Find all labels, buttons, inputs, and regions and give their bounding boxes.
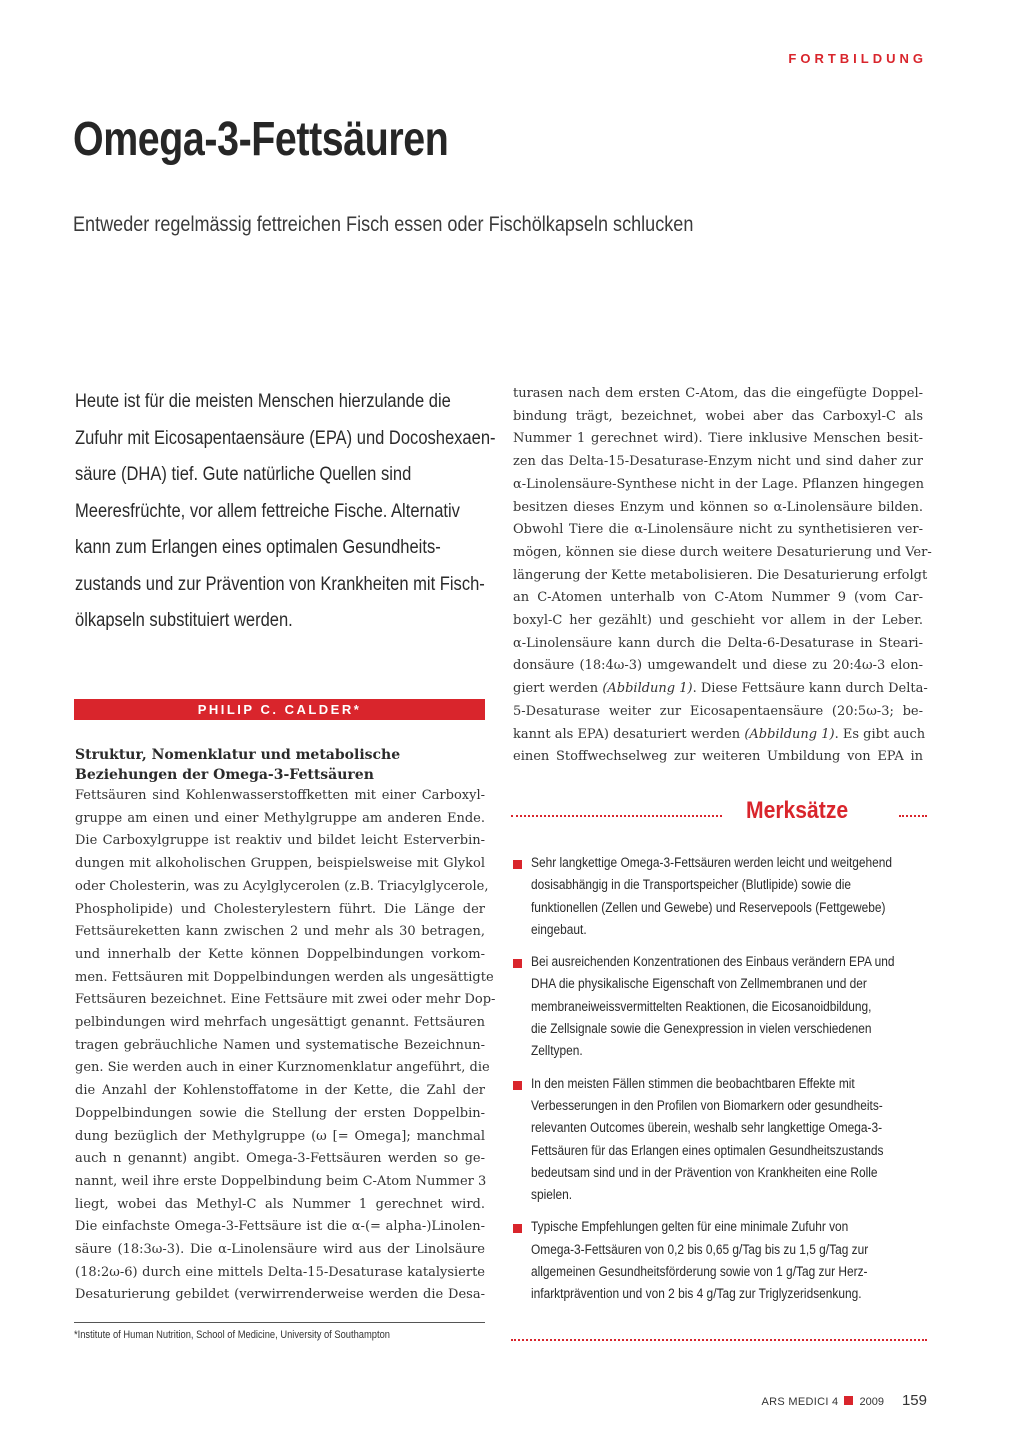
body-line: liegt, wobei das Methyl-C als Nummer 1 gerechnet wird. xyxy=(75,1196,485,1212)
body-line: längerung der Kette metabolisieren. Die Desaturierung erfolgt xyxy=(513,567,928,583)
journal-year: 2009 xyxy=(859,1396,884,1408)
merksatz-line: In den meisten Fällen stimmen die beobachtbaren Effekte mit xyxy=(531,1075,855,1092)
body-line: (18:2ω-6) durch eine mittels Delta-15-Desaturase katalysierte xyxy=(75,1264,485,1280)
page-number: 159 xyxy=(901,1392,927,1409)
dotted-divider xyxy=(899,815,927,817)
body-line: kannt als EPA) desaturiert werden (Abbildung 1). Es gibt auch xyxy=(513,726,926,742)
body-line: 5-Desaturase weiter zur Eicosapentaensäure (20:5ω-3; be- xyxy=(513,703,923,719)
merksatz-line: funktionellen (Zellen und Gewebe) und Reservepools (Fettgewebe) xyxy=(531,899,886,916)
article-title: Omega-3-Fettsäuren xyxy=(73,113,449,166)
section-label: FORTBILDUNG xyxy=(788,51,927,66)
merksatz-line: Sehr langkettige Omega-3-Fettsäuren werden leicht und weitgehend xyxy=(531,855,893,871)
body-line: Die einfachste Omega-3-Fettsäure ist die α-(= alpha-)Linolen- xyxy=(75,1219,485,1235)
merksatz-item xyxy=(513,951,927,1062)
body-line: gen. Sie werden auch in einer Kurznomenklatur angeführt, die xyxy=(75,1060,490,1076)
body-line: oder Cholesterin, was zu Acylglycerolen (z.B. Triacylglycerole, xyxy=(75,878,489,894)
left-column xyxy=(75,745,496,1307)
merksatz-line: relevanten Outcomes überein, weshalb sehr langkettige Omega-3- xyxy=(531,1120,883,1137)
body-line: nannt, weil ihre erste Doppelbindung beim C-Atom Nummer 3 xyxy=(75,1173,487,1189)
merksatz-item xyxy=(513,1073,927,1207)
body-line: Doppelbindungen sowie die Stellung der ersten Doppelbin- xyxy=(75,1105,485,1121)
section-heading-line: Struktur, Nomenklatur und metabolische xyxy=(75,747,401,763)
merksatz-line: bedeutsam sind und in der Prävention von Krankheiten eine Rolle xyxy=(531,1164,878,1181)
body-line: dung bezüglich der Methylgruppe (ω [= Omega]; manchmal xyxy=(75,1128,485,1144)
body-line: bindung trägt, bezeichnet, wobei aber das Carboxyl-C als xyxy=(513,408,923,424)
merksatz-item xyxy=(513,1216,927,1305)
merksaetze-header xyxy=(511,793,927,843)
merksatz-line: die Zellsignale sowie die Genexpression in vielen verschiedenen xyxy=(531,1021,872,1038)
merksatz-line: DHA die physikalische Eigenschaft von Zellmembranen und der xyxy=(531,976,867,993)
merksaetze-title: Merksätze xyxy=(746,797,849,824)
body-line: Fettsäureketten kann zwischen 2 und mehr als 30 betragen, xyxy=(75,924,485,940)
body-line: men. Fettsäuren mit Doppelbindungen werden als ungesättigte xyxy=(75,969,494,985)
merksatz-line: Verbesserungen in den Profilen von Biomarkern oder gesundheits- xyxy=(531,1097,883,1114)
merksatz-text xyxy=(531,1216,926,1305)
square-icon xyxy=(844,1396,853,1405)
journal-name: ARS MEDICI 4 xyxy=(761,1396,839,1408)
merksatz-line: Fettsäuren für das Erlangen eines optimalen Gesundheitszustands xyxy=(531,1142,884,1159)
merksatz-line: dosisabhängig in die Transportspeicher (Blutlipide) sowie die xyxy=(531,877,851,894)
figure-reference: (Abbildung 1) xyxy=(602,681,693,697)
merksatz-line: Bei ausreichenden Konzentrationen des Einbaus verändern EPA und xyxy=(531,954,895,971)
bullet-square-icon xyxy=(513,959,522,968)
lead-paragraph xyxy=(75,384,496,640)
figure-reference: (Abbildung 1) xyxy=(744,726,835,742)
body-line: α-Linolensäure-Synthese nicht in der Lage. Pflanzen hingegen xyxy=(513,476,925,492)
merksatz-text xyxy=(531,1073,926,1207)
body-line: an C-Atomen unterhalb von C-Atom Nummer 9 (vom Car- xyxy=(513,590,923,606)
article-subtitle: Entweder regelmässig fettreichen Fisch essen oder Fischölkapseln schlucken xyxy=(73,213,694,236)
body-line: turasen nach dem ersten C-Atom, das die eingefügte Doppel- xyxy=(513,386,923,401)
body-line: Phospholipide) und Cholesterylestern führt. Die Länge der xyxy=(75,901,485,917)
lead-line: kann zum Erlangen eines optimalen Gesundheits- xyxy=(75,537,441,558)
merksatz-line: Omega-3-Fettsäuren von 0,2 bis 0,65 g/Tag bis zu 1,5 g/Tag zur xyxy=(531,1241,869,1258)
merksatz-item xyxy=(513,852,927,941)
body-line: dungen mit alkoholischen Gruppen, beispielsweise mit Glykol xyxy=(75,856,485,872)
body-line: Obwohl Tiere die α-Linolensäure nicht zu synthetisieren ver- xyxy=(513,522,923,538)
merksatz-text xyxy=(531,951,926,1062)
lead-line: Zufuhr mit Eicosapentaensäure (EPA) und Docoshexaen- xyxy=(75,427,496,449)
merksatz-line: Zelltypen. xyxy=(531,1043,583,1060)
body-line: tragen gebräuchliche Namen und systematische Bezeichnun- xyxy=(75,1037,485,1053)
body-line: donsäure (18:4ω-3) umgewandelt und diese zu 20:4ω-3 elon- xyxy=(513,658,923,674)
merksatz-line: eingebaut. xyxy=(531,921,587,938)
merksatz-line: infarktprävention und von 2 bis 4 g/Tag zur Triglyzeridsenkung. xyxy=(531,1286,862,1303)
section-heading xyxy=(75,745,485,785)
body-line: Fettsäuren sind Kohlenwasserstoffketten mit einer Carboxyl- xyxy=(75,788,485,803)
lead-line: zustands und zur Prävention von Krankheiten mit Fisch- xyxy=(75,573,485,595)
body-line: giert werden (Abbildung 1). Diese Fettsäure kann durch Delta- xyxy=(513,681,928,697)
body-line: auch n genannt) angibt. Omega-3-Fettsäuren werden so ge- xyxy=(75,1151,485,1167)
dotted-divider xyxy=(511,1339,927,1341)
body-line: säure (18:3ω-3). Die α-Linolensäure wird aus der Linolsäure xyxy=(75,1242,485,1258)
merksatz-line: membraneiweissvermittelten Reaktionen, die Eicosanoidbildung, xyxy=(531,998,872,1015)
body-line: und innerhalb der Kette können Doppelbindungen vorkom- xyxy=(75,946,485,962)
lead-line: säure (DHA) tief. Gute natürliche Quellen sind xyxy=(75,464,412,485)
body-line: einen Stoffwechselweg zur weiteren Umbildung von EPA in xyxy=(513,749,923,765)
body-line: Fettsäuren bezeichnet. Eine Fettsäure mit zwei oder mehr Dop- xyxy=(75,992,496,1008)
footnote-rule xyxy=(74,1322,485,1323)
bullet-square-icon xyxy=(513,860,522,869)
body-line: mögen, können sie diese durch weitere Desaturierung und Ver- xyxy=(513,544,932,560)
merksatz-line: spielen. xyxy=(531,1187,573,1204)
footnote: *Institute of Human Nutrition, School of Medicine, University of Southampton xyxy=(74,1329,390,1341)
body-line: boxyl-C her gezählt) und geschieht vor allem in der Leber. xyxy=(513,613,923,629)
author-bar: PHILIP C. CALDER* xyxy=(74,699,485,720)
lead-line: ölkapseln substituiert werden. xyxy=(75,610,293,631)
bullet-square-icon xyxy=(513,1224,522,1233)
bullet-square-icon xyxy=(513,1081,522,1090)
body-line: zen das Delta-15-Desaturase-Enzym nicht und sind daher zur xyxy=(513,454,923,470)
lead-line: Heute ist für die meisten Menschen hierzulande die xyxy=(75,391,451,412)
page-footer xyxy=(762,1392,927,1409)
right-column xyxy=(513,383,932,769)
body-line: besitzen dieses Enzym und können so α-Linolensäure bilden. xyxy=(513,499,923,515)
body-line: Desaturierung gebildet (verwirrenderweise werden die Desa- xyxy=(75,1287,485,1303)
lead-line: Meeresfrüchte, vor allem fettreiche Fische. Alternativ xyxy=(75,500,460,522)
merksaetze-list xyxy=(513,852,927,1316)
left-body-text xyxy=(75,785,496,1307)
merksatz-line: Typische Empfehlungen gelten für eine minimale Zufuhr von xyxy=(531,1219,849,1236)
section-heading-line: Beziehungen der Omega-3-Fettsäuren xyxy=(75,767,374,783)
merksatz-text xyxy=(531,852,926,941)
body-line: gruppe am einen und einer Methylgruppe am anderen Ende. xyxy=(75,810,485,826)
body-line: α-Linolensäure kann durch die Delta-6-Desaturase in Steari- xyxy=(513,635,923,651)
body-line: Die Carboxylgruppe ist reaktiv und bildet leicht Esterverbin- xyxy=(75,833,485,849)
body-line: pelbindungen wird mehrfach ungesättigt genannt. Fettsäuren xyxy=(75,1015,485,1031)
merksatz-line: allgemeinen Gesundheitsförderung sowie von 1 g/Tag zur Herz- xyxy=(531,1264,868,1281)
dotted-divider xyxy=(511,815,722,817)
body-line: die Anzahl der Kohlenstoffatome in der Kette, die Zahl der xyxy=(75,1083,485,1099)
body-line: Nummer 1 gerechnet wird). Tiere inklusive Menschen besit- xyxy=(513,431,923,447)
